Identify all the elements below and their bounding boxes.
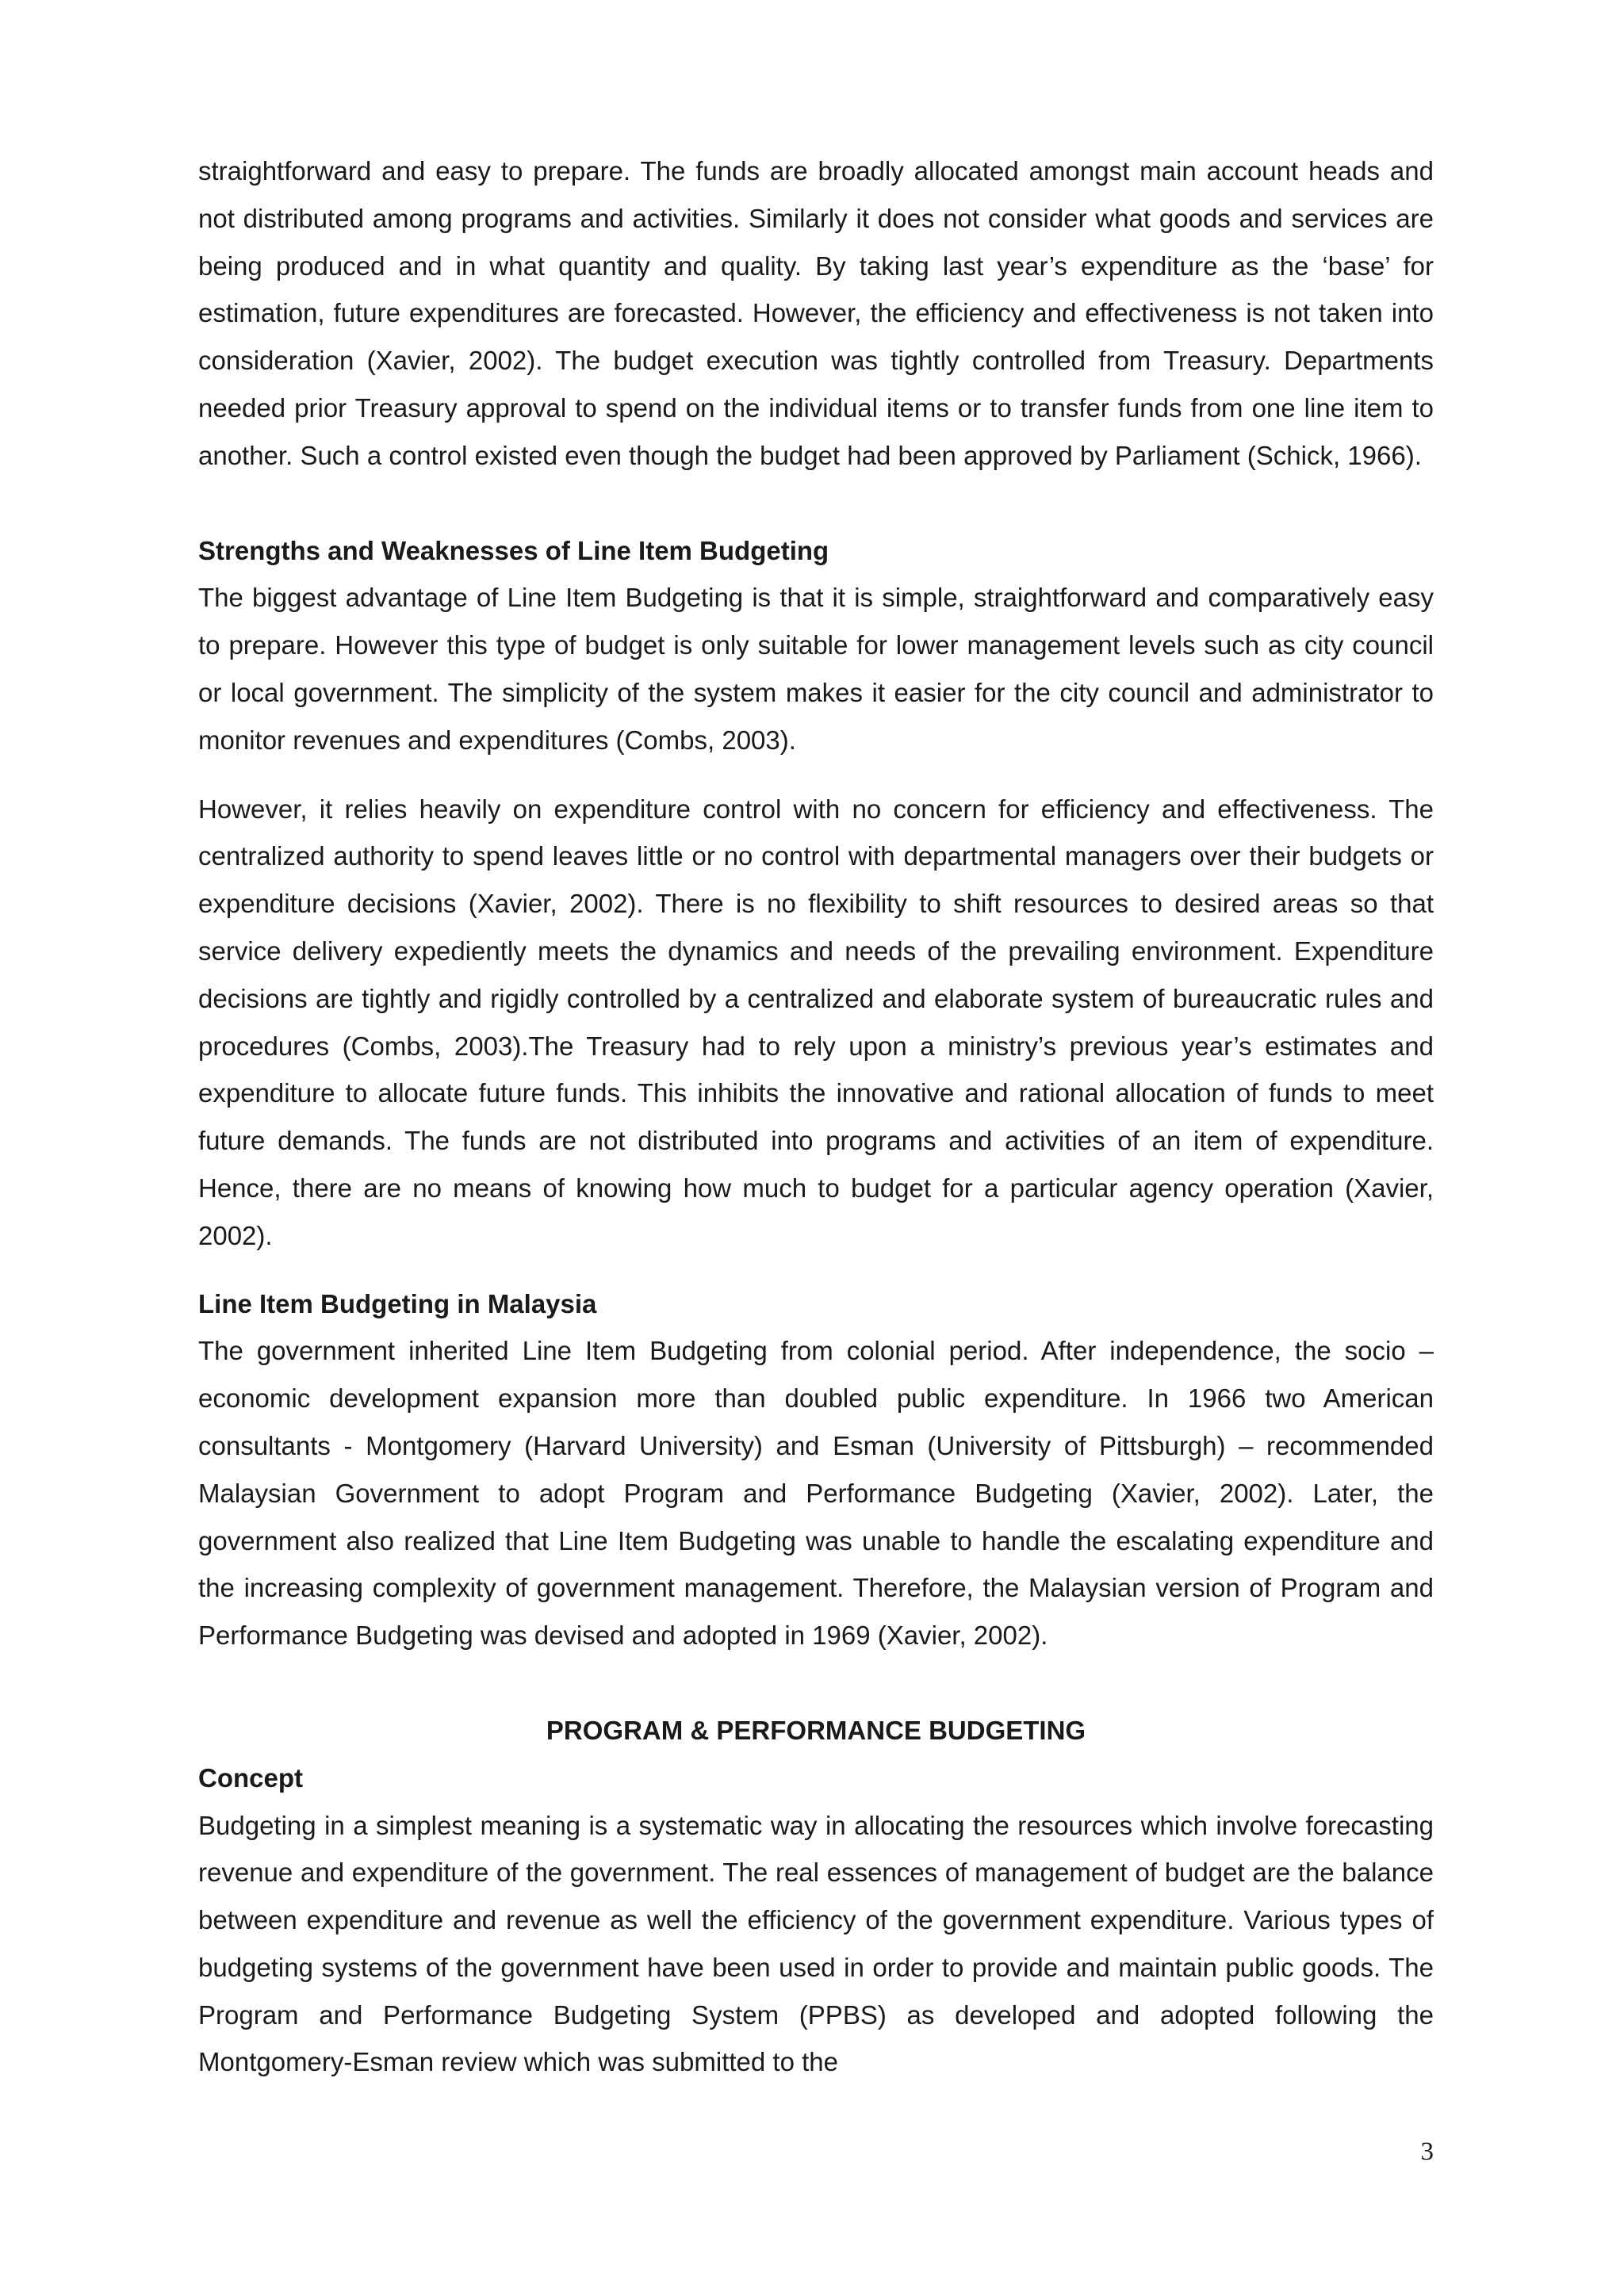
paragraph-malaysia: The government inherited Line Item Budgeting from colonial period. After independence, the socio – economic development expansion more than doubled public expenditure. In 1966 two American consultants - Montgomery (Harvard University) and Esman (University of Pittsburgh) – recommended Malaysian Government to adopt Program and Performance Budgeting (Xavier, 2002). Later, the government also realized that Line Item Budgeting was unable to handle the escalating expenditure and the increasing complexity of government management. Therefore, the Malaysian version of Program and Performance Budgeting was devised and adopted in 1969 (Xavier, 2002). bbox=[198, 1336, 1434, 1651]
paragraph-weaknesses: However, it relies heavily on expenditure control with no concern for efficiency and effectiveness. The centralized authority to spend leaves little or no control with departmental managers over their budgets or expenditure decisions (Xavier, 2002). There is no flexibility to shift resources to desired areas so that service delivery expediently meets the dynamics and needs of the prevailing environment. Expenditure decisions are tightly and rigidly controlled by a centralized and elaborate system of bureaucratic rules and procedures (Combs, 2003).The Treasury had to rely upon a ministry’s previous year’s estimates and expenditure to allocate future funds. This inhibits the innovative and rational allocation of funds to meet future demands. The funds are not distributed into programs and activities of an item of expenditure. Hence, there are no means of knowing how much to budget for a particular agency operation (Xavier, 2002). bbox=[198, 794, 1434, 1250]
paragraph-strengths: The biggest advantage of Line Item Budgeting is that it is simple, straightforward and comparatively easy to prepare. However this type of budget is only suitable for lower management levels such as city council or local government. The simplicity of the system makes it easier for the city council and administrator to monitor revenues and expenditures (Combs, 2003). bbox=[198, 583, 1434, 755]
page-content bbox=[198, 147, 1434, 2086]
section-title-ppb: PROGRAM & PERFORMANCE BUDGETING bbox=[546, 1715, 1086, 1745]
spacer bbox=[198, 1260, 1434, 1280]
heading-concept: Concept bbox=[198, 1762, 303, 1793]
heading-strengths-weaknesses: Strengths and Weaknesses of Line Item Budgeting bbox=[198, 535, 829, 565]
paragraph-intro: straightforward and easy to prepare. The funds are broadly allocated amongst main account heads and not distributed among programs and activities. Similarly it does not consider what goods and services are being produced and in what quantity and quality. By taking last year’s expenditure as the ‘base’ for estimation, future expenditures are forecasted. However, the efficiency and effectiveness is not taken into consideration (Xavier, 2002). The budget execution was tightly controlled from Treasury. Departments needed prior Treasury approval to spend on the individual items or to transfer funds from one line item to another. Such a control existed even though the budget had been approved by Parliament (Schick, 1966). bbox=[198, 156, 1434, 470]
page-number: 3 bbox=[1420, 2137, 1434, 2166]
paragraph-concept: Budgeting in a simplest meaning is a systematic way in allocating the resources which involve forecasting revenue and expenditure of the government. The real essences of management of budget are the balance between expenditure and revenue as well the efficiency of the government expenditure. Various types of budgeting systems of the government have been used in order to provide and maintain public goods. The Program and Performance Budgeting System (PPBS) as developed and adopted following the Montgomery-Esman review which was submitted to the bbox=[198, 1810, 1434, 2077]
spacer bbox=[198, 480, 1434, 527]
heading-malaysia: Line Item Budgeting in Malaysia bbox=[198, 1288, 597, 1318]
spacer bbox=[198, 764, 1434, 786]
spacer bbox=[198, 1659, 1434, 1707]
